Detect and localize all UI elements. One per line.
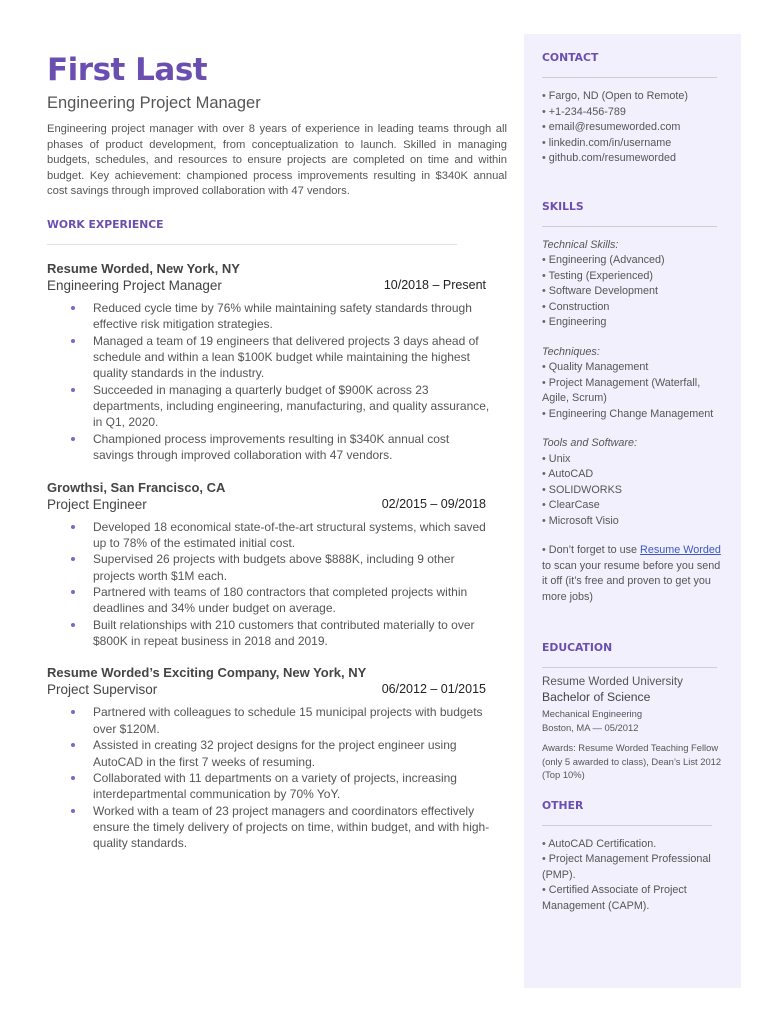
bullet-dot-icon (71, 623, 75, 627)
education-divider (542, 667, 717, 668)
bullet-dot-icon (71, 339, 75, 343)
candidate-name: First Last (47, 52, 208, 88)
job-bullet (93, 431, 493, 464)
job-bullet (93, 300, 493, 333)
job-bullet-text: Collaborated with 11 departments on a variety of projects, increasing interdepartmental communication by 70% YoY. (93, 771, 457, 802)
job-entry (47, 665, 507, 851)
school-location-date: Boston, MA — 05/2012 (542, 721, 639, 733)
job-entry (47, 480, 507, 650)
major: Mechanical Engineering (542, 708, 643, 719)
tip-text-pre: Don’t forget to use (548, 544, 641, 556)
job-bullets (47, 519, 493, 650)
certification-item: • Project Management Professional (PMP). (542, 852, 723, 883)
bullet-dot-icon (71, 776, 75, 780)
job-bullet (93, 704, 493, 737)
techniques-label: Techniques: (542, 345, 600, 358)
job-bullet-text: Partnered with teams of 180 contractors that completed projects within deadlines and 34% under budget on average. (93, 585, 468, 616)
job-company: Resume Worded, New York, NY (47, 260, 240, 276)
job-company: Growthsi, San Francisco, CA (47, 479, 226, 495)
bullet-dot-icon (71, 743, 75, 747)
main-column (47, 50, 507, 852)
job-dates: 06/2012 – 01/2015 (381, 682, 486, 697)
job-bullet-text: Built relationships with 210 customers that contributed materially to over $800K in repeat business in 2018 and 2019. (93, 617, 475, 649)
contact-divider (542, 77, 717, 78)
job-bullet-text: Reduced cycle time by 76% while maintaining safety standards through effective risk mitigation strategies. (93, 300, 472, 332)
job-role-row (47, 682, 486, 697)
bullet-dot-icon (71, 590, 75, 594)
candidate-title: Engineering Project Manager (47, 94, 261, 112)
contact-heading: CONTACT (542, 51, 599, 64)
section-divider (47, 244, 457, 245)
summary: Engineering project manager with over 8 years of experience in leading teams through all phases of product development, from conceptualization to launch. Skilled in managing budgets, schedules, and resources to ensure projects are completed on time and within budget. Key achievement: championed process improvements resulting in $340K annual cost savings through improved collaboration with 47 vendors. (47, 123, 507, 198)
bullet-dot-icon (71, 437, 75, 441)
tool-item: • Unix (542, 452, 723, 468)
contact-github[interactable]: • github.com/resumeworded (542, 151, 723, 167)
skill-item: • Engineering (542, 315, 723, 331)
other-divider (542, 825, 712, 826)
sidebar (524, 34, 741, 988)
bullet-dot-icon (71, 557, 75, 561)
jobs-list (47, 261, 507, 852)
job-bullet-text: Supervised 26 projects with budgets above $888K, including 9 other projects worth $1M each. (93, 552, 455, 583)
job-bullet-text: Succeeded in managing a quarterly budget of $900K across 23 departments, including engineering, manufacturing, and quality assurance, in Q1, 2020. (93, 382, 490, 430)
skills-divider (542, 226, 717, 227)
contact-email[interactable]: • email@resumeworded.com (542, 120, 723, 136)
bullet-dot-icon (71, 525, 75, 529)
tool-item: • AutoCAD (542, 467, 723, 483)
job-bullet (93, 770, 493, 803)
job-entry (47, 261, 507, 464)
bullet-dot-icon (71, 306, 75, 310)
skill-item: • Engineering (Advanced) (542, 253, 723, 269)
tools-label: Tools and Software: (542, 437, 638, 449)
job-bullet-text: Assisted in creating 32 project designs for the project engineer using AutoCAD in the first 7 weeks of resuming. (93, 738, 457, 769)
job-position: Project Engineer (47, 496, 147, 512)
job-bullets (47, 300, 493, 464)
tip-text-post: to scan your resume before you send it off (it’s free and proven to get you more jobs) (542, 559, 721, 603)
job-role-row (47, 278, 486, 293)
job-bullet-text: Championed process improvements resulting in $340K annual cost savings through improved collaboration with 47 vendors. (93, 431, 450, 463)
skills-heading: SKILLS (542, 199, 584, 213)
certification-item: • AutoCAD Certification. (542, 837, 723, 853)
job-bullet (93, 519, 493, 552)
contact-list (542, 89, 723, 167)
work-experience-heading: WORK EXPERIENCE (47, 217, 164, 231)
job-bullet-text: Partnered with colleagues to schedule 15 municipal projects with budgets over $120M. (93, 705, 483, 736)
job-position: Project Supervisor (47, 682, 158, 698)
bullet-dot-icon (71, 388, 75, 392)
tool-item: • SOLIDWORKS (542, 483, 723, 499)
bullet-dot-icon (71, 710, 75, 714)
technique-item: • Engineering Change Management (542, 407, 723, 423)
degree: Bachelor of Science (542, 690, 651, 704)
awards: Awards: Resume Worded Teaching Fellow (only 5 awarded to class), Dean’s List 2012 (Top 10%) (542, 742, 722, 780)
skill-item: • Testing (Experienced) (542, 269, 723, 285)
other-heading: OTHER (542, 798, 584, 812)
job-role-row (47, 497, 486, 512)
skills-list (542, 238, 723, 606)
resume-tip (542, 543, 723, 605)
technique-item: • Quality Management (542, 360, 723, 376)
technique-item: • Project Management (Waterfall, Agile, Scrum) (542, 376, 723, 407)
job-bullet (93, 584, 493, 617)
contact-linkedin[interactable]: • linkedin.com/in/username (542, 136, 723, 152)
job-bullets (47, 704, 493, 851)
job-bullet (93, 333, 493, 382)
job-company: Resume Worded’s Exciting Company, New York, NY (47, 665, 367, 681)
job-bullet (93, 737, 493, 770)
job-bullet-text: Worked with a team of 23 project managers and coordinators effectively ensure the timely delivery of projects on time, within budget, and with high-quality standards. (93, 803, 490, 851)
resume-worded-link[interactable]: Resume Worded (640, 544, 721, 556)
skill-item: • Software Development (542, 284, 723, 300)
job-bullet (93, 551, 493, 584)
contact-phone[interactable]: • +1-234-456-789 (542, 105, 723, 121)
education-heading: EDUCATION (542, 641, 613, 654)
job-bullet (93, 382, 493, 431)
job-bullet (93, 617, 493, 650)
job-dates: 10/2018 – Present (383, 277, 486, 292)
job-dates: 02/2015 – 09/2018 (381, 496, 486, 511)
contact-location: • Fargo, ND (Open to Remote) (542, 89, 723, 105)
tool-item: • Microsoft Visio (542, 514, 723, 530)
school-name: Resume Worded University (542, 675, 683, 688)
job-bullet-text: Developed 18 economical state-of-the-art structural systems, which saved up to 78% of the estimated initial cost. (93, 519, 486, 550)
bullet-dot-icon (71, 809, 75, 813)
job-position: Engineering Project Manager (47, 277, 222, 293)
technical-skills-label: Technical Skills: (542, 238, 619, 251)
other-list (542, 837, 723, 915)
tool-item: • ClearCase (542, 498, 723, 514)
job-bullet (93, 803, 493, 852)
job-bullet-text: Managed a team of 19 engineers that delivered projects 3 days ahead of schedule and within a lean $100K budget while maintaining the highest quality standards in the industry. (93, 333, 479, 381)
skill-item: • Construction (542, 300, 723, 316)
certification-item: • Certified Associate of Project Management (CAPM). (542, 883, 723, 914)
